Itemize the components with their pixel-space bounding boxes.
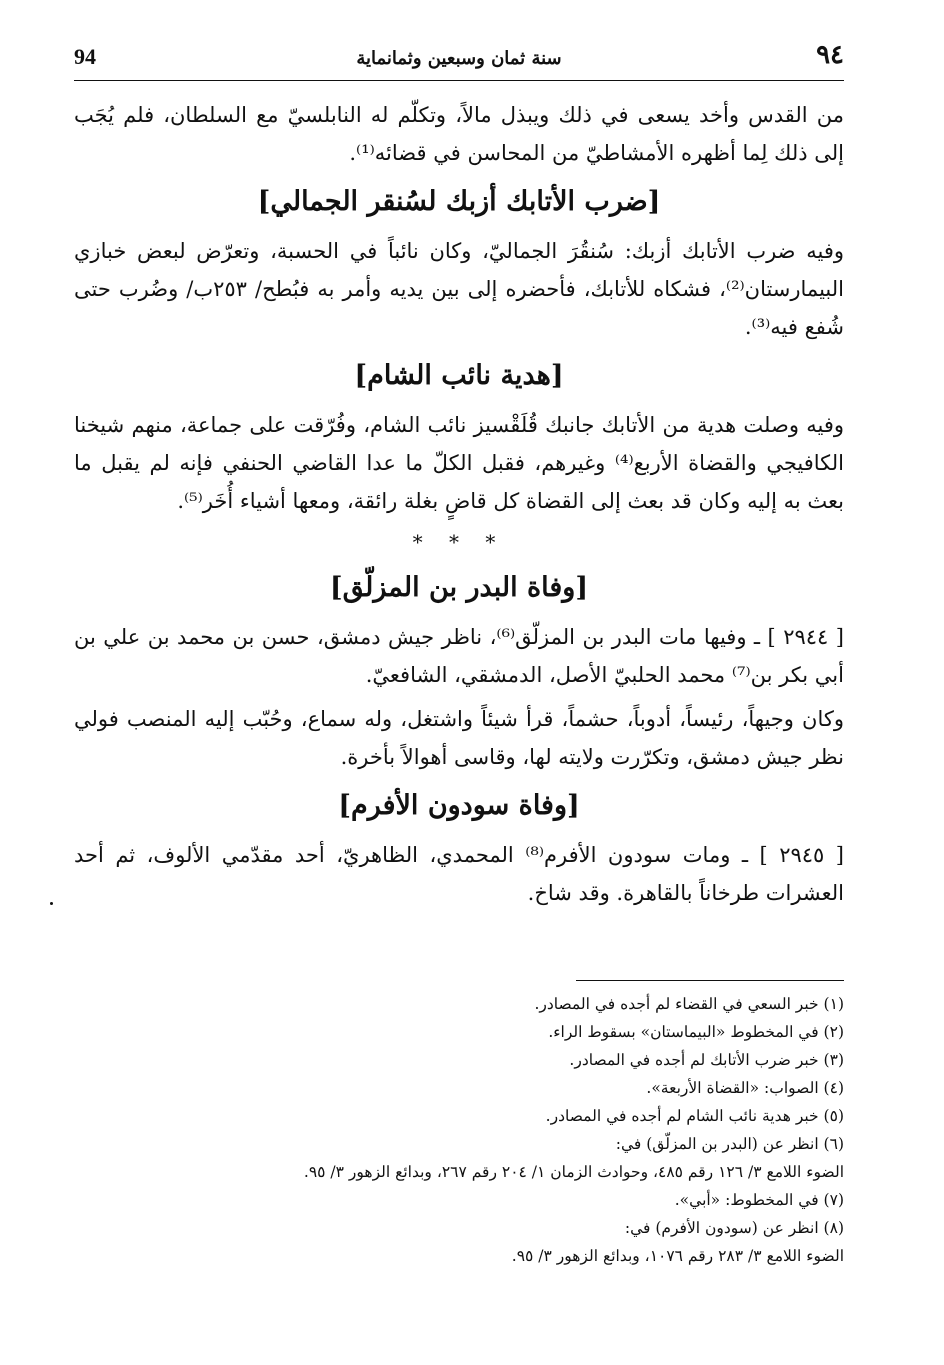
footnote: (٦) انظر عن (البدر بن المزلّق) في:: [615, 1135, 844, 1153]
footnote: (٢) في المخطوط «البيماستان» بسقوط الراء.: [548, 1023, 844, 1041]
footnotes: [74, 990, 844, 1270]
main-text: [74, 96, 844, 918]
section-heading: [هدية نائب الشام]: [354, 360, 564, 391]
footnote: (٨) انظر عن (سودون الأفرم) في:: [624, 1219, 844, 1237]
stray-mark: [50, 902, 53, 905]
footnote: (٣) خبر ضرب الأتابك لم أجده في المصادر.: [569, 1051, 844, 1069]
footnote: (٤) الصواب: «القضاة الأربعة».: [646, 1079, 844, 1097]
entry-paragraph: [ ٢٩٤٥ ] ـ ومات سودون الأفرم⁽⁸⁾ المحمدي، الظاهريّ، أحد مقدّمي الألوف، ثم أحد العشرات طرخاناً بالقاهرة. وقد شاخ.: [74, 843, 845, 905]
footnote: (٧) في المخطوط: «أبي».: [674, 1191, 844, 1209]
section-heading: [وفاة سودون الأفرم]: [338, 790, 580, 821]
paragraph: وفيه وصلت هدية من الأتابك جانبك قُلَقْسيز نائب الشام، وفُرّقت على جماعة، منهم شيخنا الكافيجي والقضاة الأربع⁽⁴⁾ وغيرهم، فقبل الكلّ ما عدا القاضي الحنفي فإنه لم يقبل ما بعث به إليه وكان قد بعث إلى القضاة كل قاضٍ بغلة رائقة، ومعها أشياء أُخَر⁽⁵⁾.: [74, 413, 844, 513]
paragraph: وكان وجيهاً، رئيساً، أدوباً، حشماً، قرأ شيئاً واشتغل، وله سماع، وحُبّب إليه المنصب فولي نظر جيش دمشق، وتكرّرت ولايته لها، وقاسى أهوالاً بأخرة.: [74, 707, 844, 769]
section-divider: * * *: [412, 530, 506, 554]
footnote-separator: [576, 980, 844, 981]
paragraph: من القدس وأخد يسعى في ذلك ويبذل مالاً، وتكلّم له النابلسيّ مع السلطان، فلم يُجَب إلى ذلك لِما أظهره الأمشاطيّ من المحاسن في قضائه⁽¹⁾.: [74, 103, 844, 165]
running-title: سنة ثمان وسبعين وثمانماية: [356, 48, 562, 69]
footnote: (١) خبر السعي في القضاء لم أجده في المصادر.: [534, 995, 844, 1013]
section-heading: [وفاة البدر بن المزلّق]: [329, 572, 589, 603]
page-number-arabic: ٩٤: [816, 40, 844, 70]
entry-paragraph: [ ٢٩٤٤ ] ـ وفيها مات البدر بن المزلّق⁽⁶⁾، ناظر جيش دمشق، حسن بن محمد بن علي بن أبي بكر بن⁽⁷⁾ محمد الحلبيّ الأصل، الدمشقي، الشافعيّ.: [74, 625, 845, 687]
footnote-continuation: الضوء اللامع ٣/ ١٢٦ رقم ٤٨٥، وحوادث الزمان ١/ ٢٠٤ رقم ٢٦٧، وبدائع الزهور ٣/ ٩٥.: [303, 1163, 844, 1181]
page-number-latin: 94: [74, 44, 96, 69]
section-heading: [ضرب الأتابك أزبك لسُنقر الجمالي]: [257, 186, 661, 217]
page-header: [74, 40, 844, 81]
paragraph: وفيه ضرب الأتابك أزبك: سُنقُرَ الجماليّ، وكان نائباً في الحسبة، وتعرّض لبعض خبازي البيمارستان⁽²⁾، فشكاه للأتابك، فأحضره إلى بين يديه وأمر به فبُطح/ ٢٥٣ب/ وضُرب حتى شُفع فيه⁽³⁾.: [74, 239, 844, 339]
footnote: (٥) خبر هدية نائب الشام لم أجده في المصادر.: [545, 1107, 844, 1125]
footnote-continuation: الضوء اللامع ٣/ ٢٨٣ رقم ١٠٧٦، وبدائع الزهور ٣/ ٩٥.: [511, 1247, 844, 1265]
